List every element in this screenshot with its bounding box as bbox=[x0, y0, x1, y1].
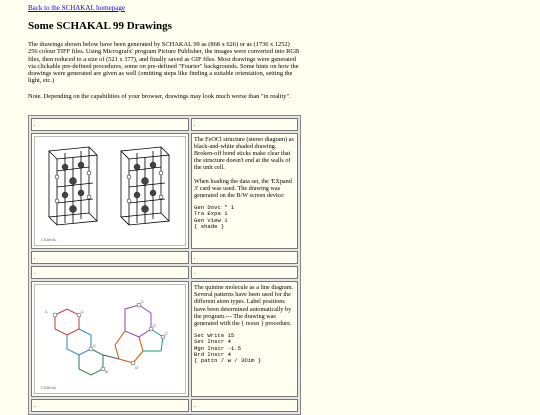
svg-text:C: C bbox=[45, 309, 48, 315]
page-title: Some SCHAKAL 99 Drawings bbox=[28, 20, 172, 32]
feocl-structure-image bbox=[35, 137, 185, 245]
table-row bbox=[31, 118, 298, 131]
spacer-cell: . bbox=[31, 118, 189, 131]
figure-watermark: CSAKAL bbox=[41, 385, 57, 391]
drawing-cell-quinine bbox=[31, 281, 189, 397]
spacer-cell: . bbox=[191, 399, 298, 412]
table-row bbox=[31, 133, 298, 249]
svg-text:C: C bbox=[153, 323, 156, 329]
svg-text:C: C bbox=[165, 331, 168, 337]
table-row bbox=[31, 281, 298, 397]
svg-text:O: O bbox=[135, 365, 139, 371]
quinine-commands: Set Write 15 Set Inscr 4 Mgn Inscr -1.5 Brd Inscr 4 { pattn / w / 3Dim } bbox=[194, 331, 262, 365]
feocl-description: The FeOCl structure (stereo diagram) as black-and-white shaded drawing. Broken-off bond sticks make clear that the structure doesn't end at the walls of the unit cell. bbox=[194, 136, 294, 172]
svg-text:C: C bbox=[81, 309, 84, 315]
intro-paragraph: The drawings shown below have been generated by SCHAKAL 99 as (868 x 626) or as (1736 x 1252) 256 colour TIFF files. Using Micrografx' program Picture Publisher, the images were converted into RGB files, then reduced to a size of (521 x 377), and finally saved as GIF files. Most drawings were generated via clickable pre-defined procedures, some on pre-defined "Fourier" backgrounds. Some hints on how the drawings were generated are given as well (omitting steps like finding a suitable orientation, setting the light, etc.) bbox=[28, 41, 300, 85]
svg-text:N: N bbox=[105, 369, 108, 375]
spacer-cell: . bbox=[191, 118, 298, 131]
drawings-table bbox=[28, 115, 301, 415]
spacer-cell: . bbox=[31, 266, 189, 279]
table-row bbox=[31, 251, 298, 264]
feocl-hint: When loading the data set, the 'EXpand 3' card was used. The drawing was generated on the B/W screen device: bbox=[194, 177, 292, 199]
quinine-description: The quinine molecule as a line diagram. Several patterns have been used for the different atom types. Label positions have been determined automatically by the program.--- The drawing was generated with the { resxn } procedure. bbox=[194, 284, 294, 327]
description-cell-quinine bbox=[191, 281, 298, 397]
spacer-cell: . bbox=[191, 251, 298, 264]
drawing-cell-feocl bbox=[31, 133, 189, 249]
description-cell-feocl bbox=[191, 133, 298, 249]
feocl-stereo-drawing[interactable] bbox=[34, 136, 186, 246]
browser-note: Note. Depending on the capabilities of your browser, drawings may look much worse than "in reality". bbox=[28, 93, 291, 100]
quinine-molecule-image bbox=[35, 285, 185, 393]
feocl-commands: Gen Dovc * 1 Tra Expa 1 Gen View 1 { shade } bbox=[194, 203, 235, 231]
back-to-homepage-link[interactable]: Back to the SCHAKAL homepage bbox=[28, 4, 125, 12]
svg-text:C: C bbox=[141, 299, 144, 305]
spacer-cell: . bbox=[191, 266, 298, 279]
table-row bbox=[31, 399, 298, 412]
spacer-cell: . bbox=[31, 399, 189, 412]
spacer-cell: . bbox=[31, 251, 189, 264]
figure-watermark: CSAKAL bbox=[41, 237, 57, 242]
quinine-line-drawing[interactable] bbox=[34, 284, 186, 394]
table-row bbox=[31, 266, 298, 279]
svg-text:C: C bbox=[93, 343, 96, 349]
